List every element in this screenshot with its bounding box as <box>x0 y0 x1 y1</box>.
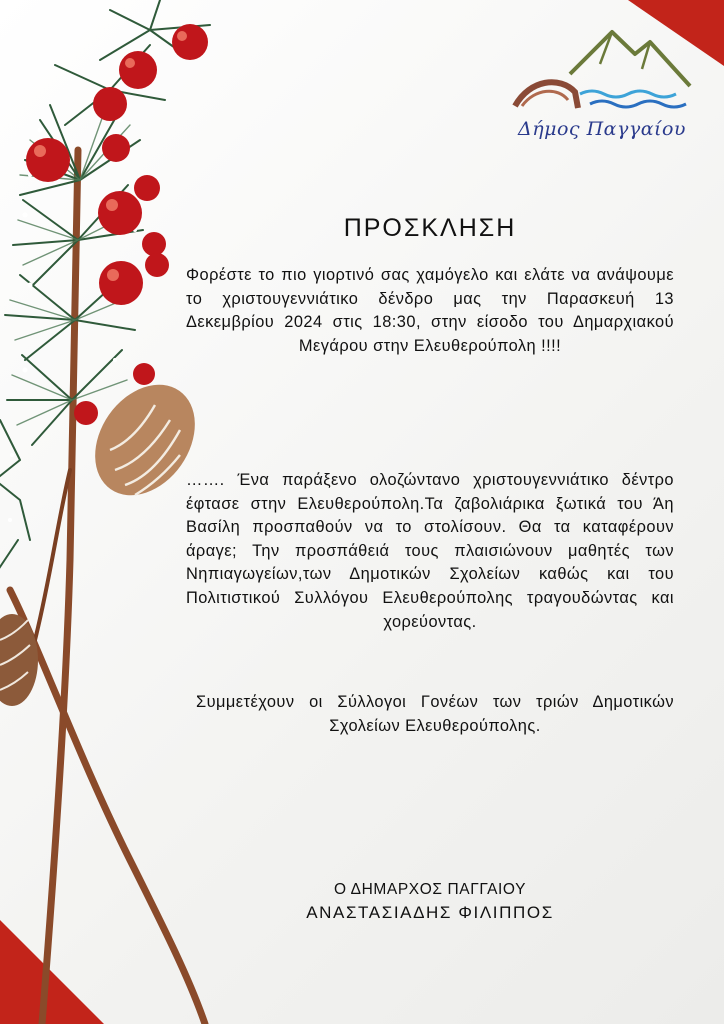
pinecones <box>0 366 215 706</box>
signature-role: Ο ΔΗΜΑΡΧΟΣ ΠΑΓΓΑΙΟΥ <box>333 881 527 898</box>
invitation-paragraph: Φορέστε το πιο γιορτινό σας χαμόγελο και ελάτε να ανάψουμε το χριστουγεννιάτικο δένδρο μας την Παρασκευή 13 Δεκεμβρίου 2024 στις 18:30, στην είσοδο του Δημαρχιακού Μεγάρου στην Ελευθερούπολη !!!! <box>186 266 674 355</box>
participants-paragraph: Συμμετέχουν οι Σύλλογοι Γονέων των τριών Δημοτικών Σχολείων Ελευθερούπολης. <box>196 693 674 735</box>
logo-text: Δήμος Παγγαίου <box>518 118 686 140</box>
signature-name: ΑΝΑΣΤΑΣΙΑΔΗΣ ΦΙΛΙΠΠΟΣ <box>306 903 554 922</box>
story-paragraph: ……. Ένα παράξενο ολοζώντανο χριστουγεννιάτικο δέντρο έφτασε στην Ελευθερούπολη.Τα ζαβολιάρικα ξωτικά του Άη Βασίλη προσπαθούν να το στολίσουν. Θα τα καταφέρουν άραγε; Την προσπάθειά τους πλαισιώνουν μαθητές των Νηπιαγωγείων,των Δημοτικών Σχολείων καθώς και του Πολιτιστικού Συλλόγου Ελευθερούπολης τραγουδώντας και χορεύοντας. <box>186 471 674 631</box>
page-title: ΠΡΟΣΚΛΗΣΗ <box>343 214 517 242</box>
berries <box>26 24 208 425</box>
